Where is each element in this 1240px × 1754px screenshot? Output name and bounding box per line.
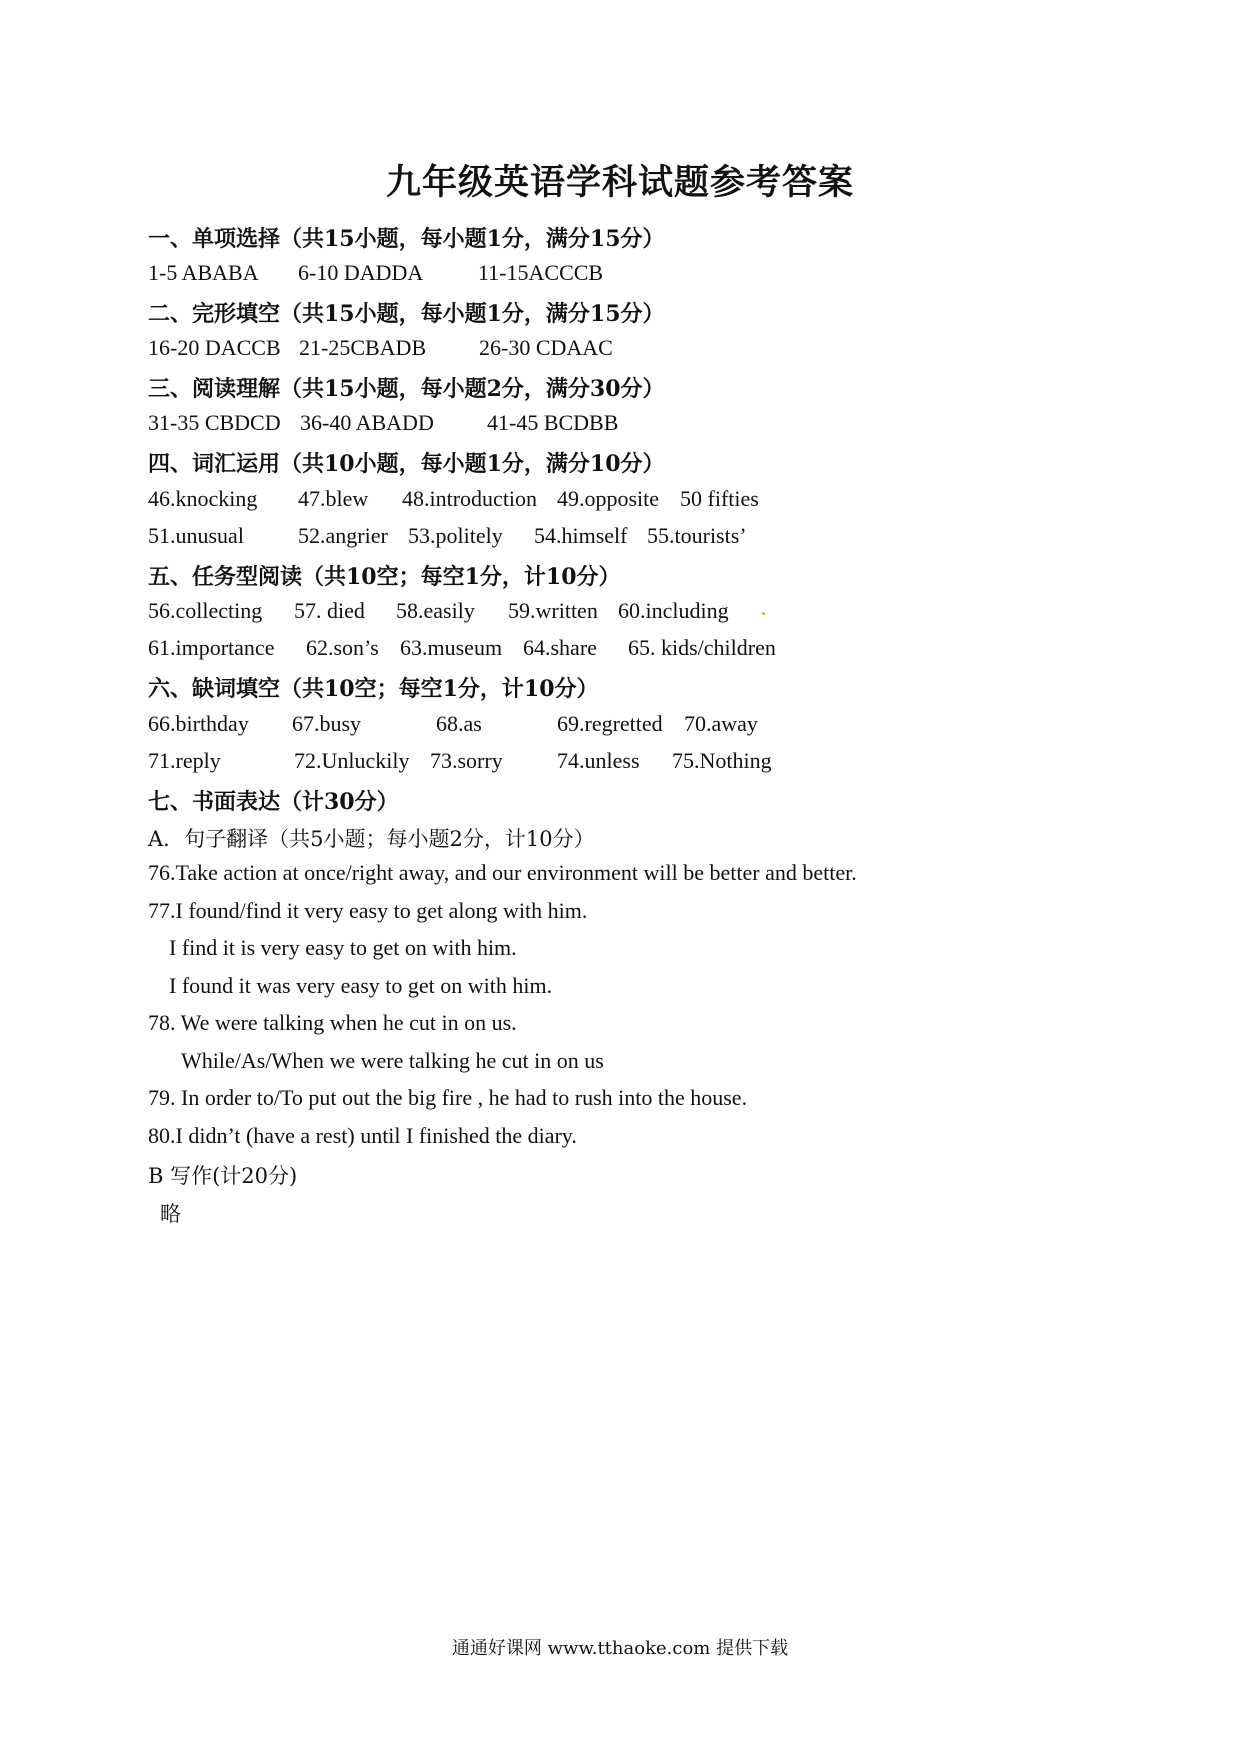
answer-item: 74.unless <box>557 748 640 773</box>
answer-group: 11-15ACCCB <box>478 260 604 285</box>
answer-item: 57. died <box>294 598 365 623</box>
answer-item: 72.Unluckily <box>294 748 410 773</box>
answer-item: 73.sorry <box>430 748 503 773</box>
answer-group: 21-25CBADB <box>299 335 427 360</box>
part-b-answer: 略 <box>160 1202 181 1226</box>
answer-item: 55.tourists’ <box>647 523 747 548</box>
answer-group: 41-45 BCDBB <box>487 410 619 435</box>
section-7-heading: 七、书面表达（计30分） <box>148 789 399 815</box>
translation-answer: 79. In order to/To put out the big fire , he had to rush into the house. <box>148 1085 748 1110</box>
answer-item: 65. kids/children <box>628 635 776 660</box>
answer-item: 49.opposite <box>557 486 660 511</box>
answer-item: 59.written <box>508 598 598 623</box>
section-1-heading: 一、单项选择（共15小题，每小题1分，满分15分） <box>148 226 665 252</box>
translation-answer: 77.I found/find it very easy to get along with him. <box>148 898 588 923</box>
answer-item: 53.politely <box>408 523 503 548</box>
translation-answer: I find it is very easy to get on with him. <box>169 935 517 960</box>
answer-item: 63.museum <box>400 635 503 660</box>
translation-answer: 76.Take action at once/right away, and our environment will be better and better. <box>148 860 857 885</box>
page-title: 九年级英语学科试题参考答案 <box>385 162 854 203</box>
answer-item: 62.son’s <box>306 635 379 660</box>
answer-item: 46.knocking <box>148 486 258 511</box>
answer-item: 60.including <box>618 598 729 623</box>
answer-group: 6-10 DADDA <box>298 260 424 285</box>
answer-item: 71.reply <box>148 748 221 773</box>
section-5-heading: 五、任务型阅读（共10空；每空1分，计10分） <box>148 564 621 590</box>
answer-item: 75.Nothing <box>672 748 772 773</box>
answer-group: 26-30 CDAAC <box>479 335 613 360</box>
answer-item: 48.introduction <box>402 486 538 511</box>
answer-group: 31-35 CBDCD <box>148 410 281 435</box>
section-6-heading: 六、缺词填空（共10空；每空1分，计10分） <box>148 676 599 702</box>
part-b-heading: B 写作(计20分) <box>148 1164 298 1188</box>
section-2-heading: 二、完形填空（共15小题，每小题1分，满分15分） <box>148 301 665 327</box>
answer-item: 61.importance <box>148 635 275 660</box>
answer-group: 36-40 ABADD <box>300 410 434 435</box>
answer-item: 50 fifties <box>680 486 759 511</box>
answer-item: 47.blew <box>298 486 369 511</box>
answer-item: 64.share <box>523 635 597 660</box>
section-4-heading: 四、词汇运用（共10小题，每小题1分，满分10分） <box>148 451 665 477</box>
speck <box>762 612 765 615</box>
answer-item: 52.angrier <box>298 523 388 548</box>
answer-item: 54.himself <box>534 523 628 548</box>
translation-answer: 80.I didn’t (have a rest) until I finished the diary. <box>148 1123 577 1148</box>
answer-item: 68.as <box>436 711 482 736</box>
section-3-heading: 三、阅读理解（共15小题，每小题2分，满分30分） <box>148 376 665 402</box>
answer-item: 51.unusual <box>148 523 244 548</box>
part-a-heading: A．句子翻译（共5小题；每小题2分，计10分） <box>148 827 595 851</box>
footer-source: 通通好课网 www.tthaoke.com 提供下载 <box>451 1638 789 1659</box>
answer-item: 66.birthday <box>148 711 249 736</box>
answer-item: 67.busy <box>292 711 362 736</box>
answer-item: 69.regretted <box>557 711 663 736</box>
answer-item: 56.collecting <box>148 598 263 623</box>
answer-item: 58.easily <box>396 598 475 623</box>
translation-answer: 78. We were talking when he cut in on us. <box>148 1010 517 1035</box>
translation-answer: I found it was very easy to get on with him. <box>169 973 553 998</box>
answer-group: 1-5 ABABA <box>148 260 259 285</box>
answer-group: 16-20 DACCB <box>148 335 281 360</box>
answer-item: 70.away <box>684 711 758 736</box>
translation-answer: While/As/When we were talking he cut in on us <box>181 1048 604 1073</box>
